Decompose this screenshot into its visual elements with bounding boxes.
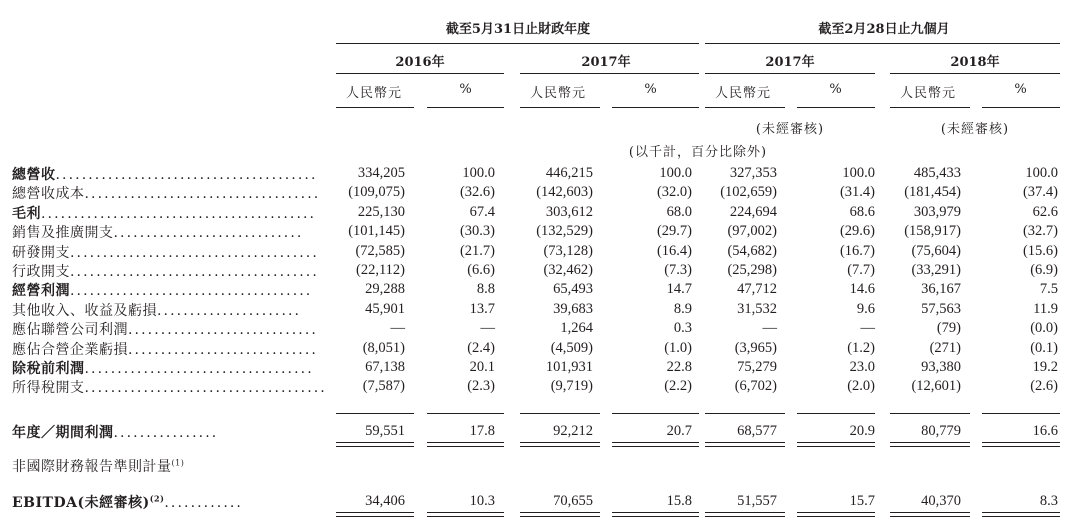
row-9-value-2: (4,509) (550, 339, 593, 356)
row-1-label (12, 183, 320, 203)
currency-header-1: 人民幣元 (346, 86, 403, 101)
row-3-value-0: (101,145) (348, 223, 405, 240)
row-10-label (12, 358, 314, 378)
rule-after-ebitda-second-7 (982, 516, 1060, 517)
row-0-value-1: 100.0 (462, 165, 495, 181)
rule-sub-1a (336, 107, 414, 108)
rule-sub-1b (427, 107, 504, 108)
row-11-value-3: (2.2) (664, 378, 692, 395)
row-3-value-5: (29.6) (839, 223, 875, 240)
row-1-label-text: 總營收成本 (12, 186, 85, 203)
leader-dots: ...................................... (70, 244, 319, 261)
row-6-label-text: 經營利潤 (12, 283, 70, 300)
row-6-label (12, 280, 312, 300)
profit-row-value-3: 20.7 (666, 423, 692, 439)
unaudited-note-2018: (未經審核) (940, 122, 1010, 137)
ebitda-row-value-2: 70,655 (553, 493, 593, 509)
row-7-value-4: 31,532 (737, 300, 777, 317)
row-11-value-2: (9,719) (550, 378, 593, 395)
row-4-value-7: (15.6) (1022, 242, 1058, 259)
rule-before-profit-7 (982, 413, 1060, 414)
units-note: (以千計，百分比除外) (628, 145, 768, 160)
row-11-label-text: 所得稅開支 (12, 380, 85, 397)
row-2-value-5: 68.6 (849, 203, 875, 220)
ebitda-row-value-0: 34,406 (365, 493, 405, 509)
rule-after-ebitda-6 (890, 512, 970, 513)
rule-after-profit-second-5 (797, 446, 875, 447)
ebitda-row-label (12, 492, 243, 512)
currency-header-2: 人民幣元 (530, 86, 587, 101)
rule-after-profit-6 (890, 442, 970, 443)
rule-after-ebitda-4 (705, 512, 785, 513)
leader-dots: ............ (164, 495, 243, 511)
row-9-value-1: (2.4) (467, 339, 495, 356)
rule-before-profit-6 (890, 413, 970, 414)
row-2-value-7: 62.6 (1032, 203, 1058, 220)
rule-sub-2b (612, 107, 699, 108)
ebitda-row-value-5: 15.7 (849, 493, 875, 509)
row-7-value-0: 45,901 (365, 300, 405, 317)
row-5-label-text: 行政開支 (12, 264, 70, 280)
rule-after-profit-second-6 (890, 446, 970, 447)
row-2-value-0: 225,130 (357, 203, 405, 220)
leader-dots: ...................... (157, 302, 302, 319)
row-2-value-3: 68.0 (666, 203, 692, 220)
row-8-label (12, 319, 318, 339)
row-9-value-7: (0.1) (1030, 339, 1058, 356)
non-ifrs-heading (12, 456, 184, 476)
row-5-value-1: (6.6) (467, 262, 495, 278)
row-6-value-2: 65,493 (553, 281, 593, 298)
row-10-value-2: 101,931 (545, 359, 593, 375)
ebitda-row-value-1: 10.3 (469, 493, 495, 509)
leader-dots: ........................................ (55, 167, 318, 183)
leader-dots: ............................. (128, 322, 318, 339)
rule-after-ebitda-1 (427, 512, 504, 513)
row-5-value-3: (7.3) (664, 262, 692, 278)
row-8-value-3: 0.3 (673, 320, 692, 337)
rule-after-profit-second-2 (520, 446, 600, 447)
rule-after-ebitda-second-3 (612, 516, 699, 517)
row-10-value-0: 67,138 (365, 359, 405, 375)
row-4-value-3: (16.4) (656, 242, 692, 259)
row-9-value-6: (271) (929, 339, 961, 356)
row-5-value-6: (33,291) (911, 262, 961, 278)
row-0-value-3: 100.0 (659, 165, 692, 181)
leader-dots: ................................... (84, 361, 314, 377)
row-4-value-5: (16.7) (839, 242, 875, 259)
row-0-label (12, 164, 318, 184)
row-10-value-5: 23.0 (849, 359, 875, 375)
percent-header-3: % (829, 82, 843, 97)
row-2-value-6: 303,979 (913, 203, 961, 220)
row-0-value-4: 327,353 (729, 165, 777, 181)
rule-after-ebitda-3 (612, 512, 699, 513)
rule-2017-fiscal (520, 73, 699, 74)
row-11-value-1: (2.3) (467, 378, 495, 395)
row-7-label (12, 300, 301, 320)
row-9-value-5: (1.2) (847, 339, 875, 356)
rule-sub-2a (520, 107, 600, 108)
row-8-value-7: (0.0) (1030, 320, 1058, 337)
row-0-value-6: 485,433 (913, 165, 961, 181)
profit-row-value-2: 92,212 (553, 423, 593, 439)
percent-header-2: % (644, 82, 658, 97)
row-3-value-1: (30.3) (459, 223, 495, 240)
rule-after-ebitda-second-1 (427, 516, 504, 517)
row-9-value-4: (3,965) (734, 339, 777, 356)
row-8-value-2: 1,264 (560, 320, 593, 337)
leader-dots: ...................................... (70, 264, 319, 280)
profit-row-value-1: 17.8 (469, 423, 495, 439)
year-2017-nine-months: 2017年 (765, 55, 815, 70)
row-5-value-2: (32,462) (543, 262, 593, 278)
currency-header-3: 人民幣元 (715, 86, 772, 101)
row-1-value-3: (32.0) (656, 184, 692, 201)
row-1-value-1: (32.6) (459, 184, 495, 201)
ebitda-row-value-4: 51,557 (737, 493, 777, 509)
row-3-label (12, 222, 303, 242)
rule-after-ebitda-second-2 (520, 516, 600, 517)
row-5-value-7: (6.9) (1030, 262, 1058, 278)
row-10-value-1: 20.1 (469, 359, 495, 375)
row-9-label (12, 339, 318, 359)
row-5-label (12, 261, 319, 281)
profit-row-label-text: 年度／期間利潤 (12, 425, 114, 441)
rule-after-ebitda-second-4 (705, 516, 785, 517)
row-11-value-6: (12,601) (911, 378, 961, 395)
row-7-value-5: 9.6 (856, 300, 875, 317)
rule-before-profit-0 (336, 413, 414, 414)
rule-after-ebitda-0 (336, 512, 414, 513)
row-10-value-7: 19.2 (1032, 359, 1058, 375)
rule-sub-4a (890, 107, 970, 108)
row-4-label (12, 242, 319, 262)
rule-after-profit-1 (427, 442, 504, 443)
profit-row-value-4: 68,577 (737, 423, 777, 439)
row-6-value-3: 14.7 (666, 281, 692, 298)
row-0-value-0: 334,205 (357, 165, 405, 181)
rule-2018 (890, 73, 1060, 74)
row-8-value-6: (79) (936, 320, 961, 337)
header-nine-months: 截至2月28日止九個月 (818, 22, 950, 37)
percent-header-4: % (1014, 82, 1028, 97)
row-7-value-1: 13.7 (469, 300, 495, 317)
row-4-value-6: (75,604) (911, 242, 961, 259)
rule-2016 (336, 73, 504, 74)
row-4-value-0: (72,585) (355, 242, 405, 259)
row-0-label-text: 總營收 (12, 167, 56, 183)
profit-row-value-0: 59,551 (365, 423, 405, 439)
rule-after-profit-7 (982, 442, 1060, 443)
ebitda-suffix (77, 495, 164, 511)
row-6-value-1: 8.8 (476, 281, 495, 298)
year-2018: 2018年 (950, 55, 1000, 70)
rule-after-profit-0 (336, 442, 414, 443)
rule-after-profit-5 (797, 442, 875, 443)
rule-before-profit-2 (520, 413, 600, 414)
ebitda-row-value-6: 40,370 (921, 493, 961, 509)
currency-header-4: 人民幣元 (900, 86, 957, 101)
row-8-value-5: — (860, 320, 875, 337)
row-1-value-5: (31.4) (839, 184, 875, 201)
rule-before-profit-1 (427, 413, 504, 414)
non-ifrs-label: 非國際財務報告準則計量 (12, 459, 172, 475)
rule-nine-months-group (705, 43, 1060, 44)
leader-dots: ............................. (128, 341, 318, 358)
row-4-value-1: (21.7) (459, 242, 495, 259)
row-11-value-0: (7,587) (362, 378, 405, 395)
ebitda-row-label-text: EBITDA (12, 495, 78, 511)
rule-sub-3b (797, 107, 875, 108)
rule-after-profit-second-1 (427, 446, 504, 447)
year-2016: 2016年 (395, 55, 445, 70)
row-3-value-3: (29.7) (656, 223, 692, 240)
row-1-value-7: (37.4) (1022, 184, 1058, 201)
row-10-value-6: 93,380 (921, 359, 961, 375)
row-11-value-7: (2.6) (1030, 378, 1058, 395)
row-2-value-1: 67.4 (469, 203, 495, 220)
row-8-value-1: — (480, 320, 495, 337)
row-2-label-text: 毛利 (12, 205, 41, 222)
row-1-value-2: (142,603) (536, 184, 593, 201)
row-1-value-4: (102,659) (720, 184, 777, 201)
rule-after-profit-second-0 (336, 446, 414, 447)
row-3-label-text: 銷售及推廣開支 (12, 225, 114, 242)
row-5-value-5: (7.7) (847, 262, 875, 278)
rule-2017-nine (705, 73, 875, 74)
rule-before-profit-3 (612, 413, 699, 414)
row-8-value-0: — (390, 320, 405, 337)
row-9-value-3: (1.0) (664, 339, 692, 356)
rule-fiscal-group (336, 43, 699, 44)
rule-before-profit-5 (797, 413, 875, 414)
header-fiscal-year: 截至5月31日止財政年度 (445, 22, 591, 37)
row-0-value-7: 100.0 (1025, 165, 1058, 181)
row-7-value-3: 8.9 (673, 300, 692, 317)
row-6-value-6: 36,167 (921, 281, 961, 298)
profit-row-value-7: 16.6 (1032, 423, 1058, 439)
leader-dots: ..................................... (70, 283, 313, 300)
row-1-value-6: (181,454) (904, 184, 961, 201)
leader-dots: ................ (113, 425, 219, 441)
rule-after-profit-second-3 (612, 446, 699, 447)
rule-after-ebitda-second-6 (890, 516, 970, 517)
row-2-value-4: 224,694 (729, 203, 777, 220)
rule-after-ebitda-second-0 (336, 516, 414, 517)
row-10-value-3: 22.8 (666, 359, 692, 375)
row-6-value-7: 7.5 (1039, 281, 1058, 298)
row-11-label (12, 377, 327, 397)
row-0-value-5: 100.0 (842, 165, 875, 181)
row-3-value-4: (97,002) (727, 223, 777, 240)
rule-after-profit-second-4 (705, 446, 785, 447)
rule-after-profit-second-7 (982, 446, 1060, 447)
row-5-value-4: (25,298) (727, 262, 777, 278)
ebitda-row-value-7: 8.3 (1039, 493, 1058, 509)
row-2-label (12, 203, 316, 223)
rule-sub-3a (705, 107, 785, 108)
ebitda-unaudited: (未經審核) (77, 495, 150, 511)
leader-dots: .................................... (84, 186, 321, 203)
row-3-value-7: (32.7) (1022, 223, 1058, 240)
row-9-label-text: 應佔合營企業虧損 (12, 341, 128, 358)
rule-after-ebitda-5 (797, 512, 875, 513)
row-7-label-text: 其他收入、收益及虧損 (12, 302, 157, 319)
rule-after-ebitda-second-5 (797, 516, 875, 517)
row-7-value-6: 57,563 (921, 300, 961, 317)
leader-dots: ............................. (113, 225, 304, 242)
row-6-value-4: 47,712 (737, 281, 777, 298)
row-2-value-2: 303,612 (545, 203, 593, 220)
profit-row-value-5: 20.9 (849, 423, 875, 439)
row-10-label-text: 除稅前利潤 (12, 361, 85, 377)
row-6-value-0: 29,288 (365, 281, 405, 298)
ebitda-footnote: (2) (149, 493, 165, 504)
rule-after-profit-2 (520, 442, 600, 443)
non-ifrs-footnote: (1) (171, 458, 185, 468)
row-7-value-2: 39,683 (553, 300, 593, 317)
row-1-value-0: (109,075) (348, 184, 405, 201)
percent-header-1: % (459, 82, 473, 97)
row-5-value-0: (22,112) (356, 262, 405, 278)
row-11-value-4: (6,702) (734, 378, 777, 395)
row-4-label-text: 研發開支 (12, 244, 70, 261)
unaudited-note-2017: (未經審核) (755, 122, 825, 137)
rule-after-profit-4 (705, 442, 785, 443)
rule-after-ebitda-2 (520, 512, 600, 513)
row-6-value-5: 14.6 (849, 281, 875, 298)
rule-before-profit-4 (705, 413, 785, 414)
profit-row-label (12, 422, 218, 442)
row-4-value-4: (54,682) (727, 242, 777, 259)
rule-after-profit-3 (612, 442, 699, 443)
year-2017-fiscal: 2017年 (581, 55, 631, 70)
row-3-value-6: (158,917) (904, 223, 961, 240)
ebitda-row-value-3: 15.8 (666, 493, 692, 509)
row-10-value-4: 75,279 (737, 359, 777, 375)
row-9-value-0: (8,051) (362, 339, 405, 356)
row-7-value-7: 11.9 (1033, 300, 1058, 317)
row-8-label-text: 應佔聯營公司利潤 (12, 322, 128, 339)
row-3-value-2: (132,529) (536, 223, 593, 240)
row-4-value-2: (73,128) (543, 242, 593, 259)
rule-sub-4b (982, 107, 1060, 108)
row-0-value-2: 446,215 (545, 165, 593, 181)
rule-after-ebitda-7 (982, 512, 1060, 513)
row-8-value-4: — (762, 320, 777, 337)
row-11-value-5: (2.0) (847, 378, 875, 395)
leader-dots: .......................................... (41, 205, 317, 222)
profit-row-value-6: 80,779 (921, 423, 961, 439)
leader-dots: ..................................... (84, 380, 327, 397)
